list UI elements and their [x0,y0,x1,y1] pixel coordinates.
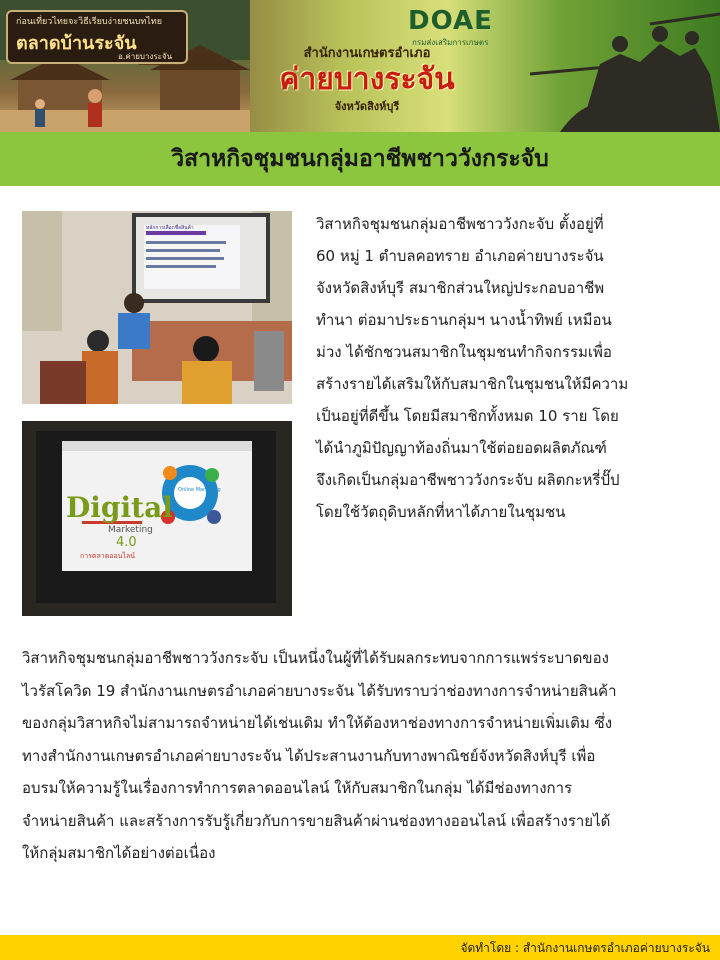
intro-paragraph [316,208,702,528]
market-sign-name: ตลาดบ้านระจัน [16,33,137,54]
intro-line: เป็นอยู่ที่ดีขึ้น โดยมีสมาชิกทั้งหมด 10 ราย โดย [316,407,619,425]
doae-logo-letters: DOAE [408,6,493,36]
meeting-photo [22,211,292,404]
office-title-line2: ค่ายบางระจัน [279,62,455,97]
impact-line: วิสาหกิจชุมชนกลุ่มอาชีพชาววังกระจับ เป็นหนึ่งในผู้ที่ได้รับผลกระทบจากการแพร่ระบาดของ [22,649,609,667]
market-sign-small-text: ก่อนเที่ยวไทยจะวิธีเรียบง่ายชนบทไทย [16,17,162,27]
intro-line: สร้างรายได้เสริมให้กับสมาชิกในชุมชนให้มีความ [316,375,629,393]
header-banner [0,0,720,132]
intro-line: จึงเกิดเป็นกลุ่มอาชีพชาววังกระจับ ผลิตกะหรี่ปั๊ป [316,471,620,489]
office-title-line3: จังหวัดสิงห์บุรี [334,100,400,113]
impact-paragraph [22,642,698,870]
impact-line: ไวรัสโควิด 19 สำนักงานเกษตรอำเภอค่ายบางระจัน ได้รับทราบว่าช่องทางการจำหน่ายสินค้า [22,681,617,700]
intro-line: ทำนา ต่อมาประธานกลุ่มฯ นางน้ำทิพย์ เหมือน [316,311,612,329]
meeting-scene-graphic [22,211,292,404]
impact-line: อบรมให้ความรู้ในเรื่องการทำการตลาดออนไลน์ ให้กับสมาชิกในกลุ่ม ได้มีช่องทางการ [22,779,573,797]
intro-line: โดยใช้วัตถุดิบหลักที่หาได้ภายในชุมชน [316,503,566,521]
slide-caption: การตลาดออนไลน์ [80,552,136,560]
footer-credit: จัดทำโดย : สำนักงานเกษตรอำเภอค่ายบางระจัน [460,941,710,955]
slide-digital-word: Digital [66,491,173,524]
slide-badge: Online Marketing [178,487,221,493]
intro-line: จังหวัดสิงห์บุรี สมาชิกส่วนใหญ่ประกอบอาชีพ [316,279,605,297]
impact-line: ทางสำนักงานเกษตรอำเภอค่ายบางระจัน ได้ประสานงานกับทางพาณิชย์จังหวัดสิงห์บุรี เพื่อ [22,746,596,765]
intro-line: ม่วง ได้ชักชวนสมาชิกในชุมชนทำกิจกรรมเพื่อ [316,343,612,361]
intro-line: 60 หมู่ 1 ตำบลคอทราย อำเภอค่ายบางระจัน [316,247,604,265]
market-sign [6,10,188,64]
intro-line: วิสาหกิจชุมชนกลุ่มอาชีพชาววังกะจับ ตั้งอยู่ที่ [316,215,604,233]
office-title-line1: สำนักงานเกษตรอำเภอ [303,46,431,61]
warrior-statue-graphic [520,4,720,132]
impact-line: จำหน่ายสินค้า และสร้างการรับรู้เกี่ยวกับการขายสินค้าผ่านช่องทางออนไลน์ เพื่อสร้างรายได้ [22,811,611,830]
intro-line: ได้นำภูมิปัญญาท้องถิ่นมาใช้ต่อยอดผลิตภัณฑ์ [316,439,607,457]
title-bar [0,132,720,186]
digital-marketing-photo [22,421,292,616]
office-title [252,42,482,115]
market-sign-district: อ.ค่ายบางระจัน [118,52,173,61]
doae-logo-tagline: กรมส่งเสริมการเกษตร [412,38,489,47]
slide-heading: หลักการเลือกชื่อสินค้า [146,225,194,231]
slide-version: 4.0 [116,535,137,550]
doae-logo [408,6,500,46]
page-title: วิสาหกิจชุมชนกลุ่มอาชีพชาววังกระจับ [171,146,549,172]
slide-marketing-word: Marketing [108,525,153,535]
footer-bar [0,935,720,960]
impact-line: ให้กลุ่มสมาชิกได้อย่างต่อเนื่อง [22,844,216,862]
impact-line: ของกลุ่มวิสาหกิจไม่สามารถจำหน่ายได้เช่นเดิม ทำให้ต้องหาช่องทางการจำหน่ายเพิ่มเติม ซึ่ง [22,714,613,732]
